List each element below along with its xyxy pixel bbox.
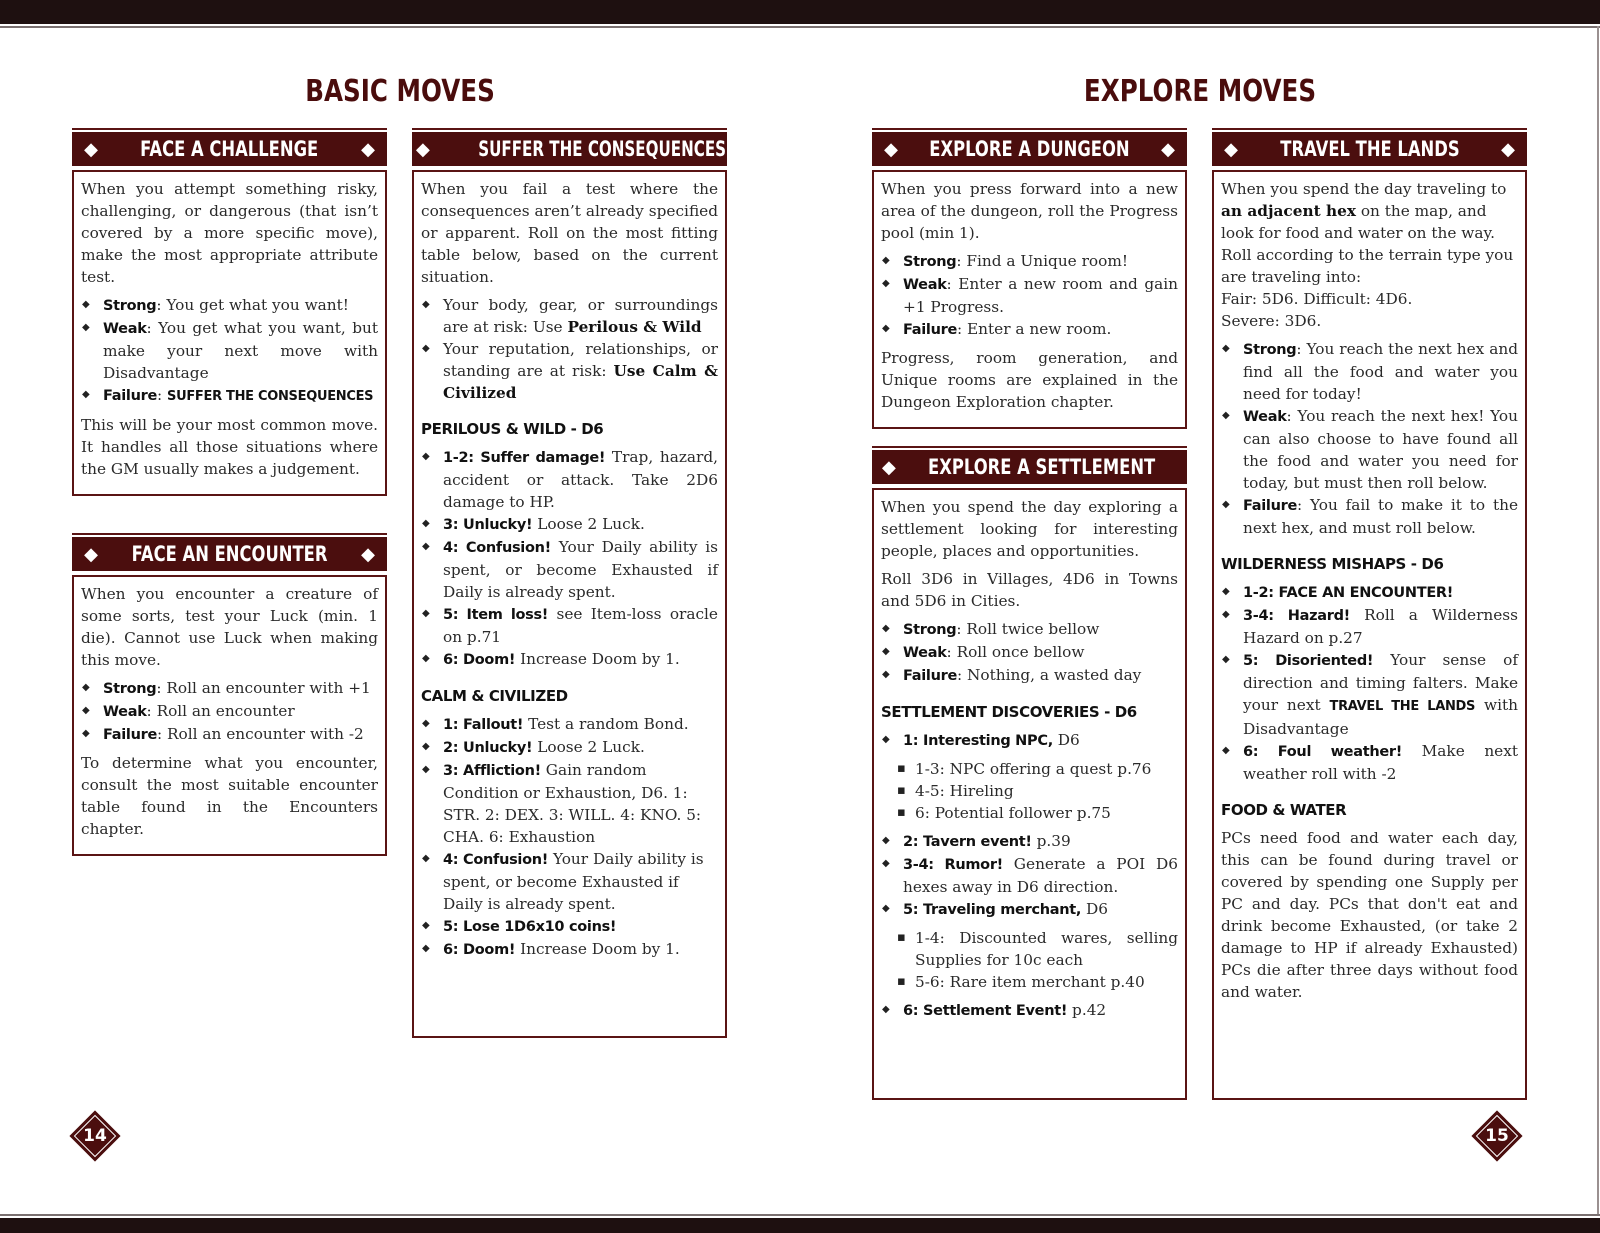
sub-row: ▪ 5-6: Rare item merchant p.40 (881, 971, 1178, 993)
box-body (72, 170, 387, 496)
box-title: FACE AN ENCOUNTER (131, 542, 328, 566)
sub-row: ▪ 1-3: NPC offering a quest p.76 (881, 758, 1178, 780)
outro-text: To determine what you encounter, consult the most suitable encounter table found in the Encounters chapter. (81, 754, 378, 838)
roll-text: Roll 3D6 in Villages, 4D6 in Towns and 5D6 in Cities. (881, 570, 1178, 610)
table-row: ◆ 3: Affliction! Gain random Condition or Exhaustion, D6. 1: STR. 2: DEX. 3: WILL. 4: KNO. 5: CHA. 6: Exhaustion (421, 759, 718, 848)
diamond-icon: ◆ (361, 543, 375, 565)
sub-table-npc (881, 758, 1178, 824)
top-bar (0, 0, 1600, 24)
table-heading-perilous: PERILOUS & WILD - D6 (421, 420, 604, 438)
diamond-icon: ◆ (1187, 456, 1201, 478)
table-row: ◆ 1-2: Suffer damage! Trap, hazard, accident or attack. Take 2D6 damage to HP. (421, 446, 718, 513)
move-reference: TRAVEL THE LANDS (1329, 699, 1476, 714)
move-box-explore-settlement (872, 446, 1201, 1100)
result-failure: ◆ Failure: Roll an encounter with -2 (81, 723, 378, 746)
diamond-icon: ◆ (1501, 138, 1515, 160)
option-perilous: ◆ Your body, gear, or surroundings are at risk: Use Perilous & Wild (421, 294, 718, 338)
diamond-icon: ◆ (416, 138, 430, 160)
diamond-icon: ◆ (884, 138, 898, 160)
result-failure: ◆ Failure: You fail to make it to the next hex, and must roll below. (1221, 494, 1518, 539)
sub-row: ▪ 1-4: Discounted wares, selling Supplies for 10c each (881, 927, 1178, 971)
table-row: ◆ 2: Tavern event! p.39 (881, 830, 1178, 853)
box-body (412, 170, 727, 1038)
result-failure: ◆ Failure: SUFFER THE CONSEQUENCES (81, 384, 378, 408)
result-failure: ◆ Failure: Nothing, a wasted day (881, 664, 1178, 687)
food-water-text: PCs need food and water each day, this can be found during travel or covered by spending one Supply per PC and day. PCs that don't eat and drink become Exhausted, (or take 2 damage to HP if already Exhausted) PCs die after three days without food and water. (1221, 829, 1518, 1001)
table-row: ◆ 1: Interesting NPC, D6 (881, 729, 1178, 752)
table-row: ◆ 5: Lose 1D6x10 coins! (421, 915, 718, 938)
right-rule (1597, 26, 1599, 1216)
page-title-basic-moves: BASIC MOVES (305, 74, 495, 109)
table-heading-mishaps: WILDERNESS MISHAPS - D6 (1221, 555, 1444, 573)
page-number-left: 14 (77, 1118, 113, 1154)
diamond-icon: ◆ (84, 138, 98, 160)
result-strong: ◆ Strong: You get what you want! (81, 294, 378, 317)
terrain-rolls-severe: Severe: 3D6. (1221, 312, 1322, 330)
table-row: ◆ 6: Settlement Event! p.42 (881, 999, 1178, 1022)
box-body (1212, 170, 1527, 1100)
table-row: ◆ 4: Confusion! Your Daily ability is spent, or become Exhausted if Daily is already spent. (421, 536, 718, 603)
diamond-icon: ◆ (1161, 138, 1175, 160)
box-body (72, 575, 387, 856)
result-weak: ◆ Weak: Roll once bellow (881, 641, 1178, 664)
table-row: ◆ 3-4: Rumor! Generate a POI D6 hexes away in D6 direction. (881, 853, 1178, 898)
move-box-suffer-consequences (412, 128, 788, 1038)
option-calm: ◆ Your reputation, relationships, or standing are at risk: Use Calm & Civilized (421, 338, 718, 404)
box-title: SUFFER THE CONSEQUENCES (478, 137, 726, 161)
result-weak: ◆ Weak: You get what you want, but make your next move with Disadvantage (81, 317, 378, 384)
box-title: FACE A CHALLENGE (140, 137, 319, 161)
table-row: ◆ 1-2: FACE AN ENCOUNTER! (1221, 581, 1518, 604)
table-row: ◆ 5: Disoriented! Your sense of direction and timing falters. Make your next TRAVEL THE LANDS with Disadvantage (1221, 649, 1518, 740)
table-row: ◆ 6: Doom! Increase Doom by 1. (421, 938, 718, 961)
table-heading-calm: CALM & CIVILIZED (421, 687, 568, 705)
intro-text: When you fail a test where the consequences aren’t already specified or apparent. Roll on the most fitting table below, based on the current situation. (421, 180, 718, 286)
intro-text: When you spend the day traveling to an adjacent hex on the map, and look for food and water on the way. Roll according to the terrain type you are traveling into: (1221, 180, 1514, 286)
result-weak: ◆ Weak: Enter a new room and gain +1 Progress. (881, 273, 1178, 318)
sub-table-merchant (881, 927, 1178, 993)
table-row: ◆ 6: Doom! Increase Doom by 1. (421, 648, 718, 671)
box-title: EXPLORE A DUNGEON (929, 137, 1130, 161)
outro-text: This will be your most common move. It handles all those situations where the GM usually makes a judgement. (81, 416, 378, 478)
box-header (1212, 128, 1527, 168)
bottom-bar (0, 1218, 1600, 1233)
table-row: ◆ 1: Fallout! Test a random Bond. (421, 713, 718, 736)
result-strong: ◆ Strong: Roll twice bellow (881, 618, 1178, 641)
table-calm (421, 713, 718, 961)
top-rule (0, 26, 1600, 28)
food-water-heading: FOOD & WATER (1221, 801, 1347, 819)
intro-text: When you encounter a creature of some sorts, test your Luck (min. 1 die). Cannot use Luck when making this move. (81, 585, 378, 669)
table-row: ◆ 5: Item loss! see Item-loss oracle on p.71 (421, 603, 718, 648)
move-box-explore-dungeon (872, 128, 1187, 429)
intro-text: When you attempt something risky, challenging, or dangerous (that isn’t covered by a more specific move), make the most appropriate attribute test. (81, 180, 378, 286)
diamond-icon: ◆ (1224, 138, 1238, 160)
move-box-face-encounter (72, 533, 387, 856)
table-row: ◆ 6: Foul weather! Make next weather roll with -2 (1221, 740, 1518, 785)
box-header (872, 128, 1187, 168)
result-strong: ◆ Strong: Roll an encounter with +1 (81, 677, 378, 700)
table-row: ◆ 3: Unlucky! Loose 2 Luck. (421, 513, 718, 536)
sub-row: ▪ 6: Potential follower p.75 (881, 802, 1178, 824)
box-header (412, 128, 788, 168)
box-body (872, 170, 1187, 429)
move-reference: SUFFER THE CONSEQUENCES (167, 389, 374, 404)
box-body (872, 488, 1187, 1100)
diamond-icon: ◆ (361, 138, 375, 160)
result-failure: ◆ Failure: Enter a new room. (881, 318, 1178, 341)
outro-text: Progress, room generation, and Unique rooms are explained in the Dungeon Exploration chapter. (881, 349, 1178, 411)
table-heading-discoveries: SETTLEMENT DISCOVERIES - D6 (881, 703, 1137, 721)
box-header (872, 446, 1201, 486)
result-strong: ◆ Strong: Find a Unique room! (881, 250, 1178, 273)
move-box-face-challenge (72, 128, 387, 496)
result-weak: ◆ Weak: Roll an encounter (81, 700, 378, 723)
table-row: ◆ 5: Traveling merchant, D6 (881, 898, 1178, 921)
diamond-icon: ◆ (774, 138, 788, 160)
box-header (72, 533, 387, 573)
diamond-icon: ◆ (84, 543, 98, 565)
table-row: ◆ 2: Unlucky! Loose 2 Luck. (421, 736, 718, 759)
box-header (72, 128, 387, 168)
move-box-travel-lands (1212, 128, 1527, 1100)
sub-row: ▪ 4-5: Hireling (881, 780, 1178, 802)
table-row: ◆ 4: Confusion! Your Daily ability is spent, or become Exhausted if Daily is already spent. (421, 848, 718, 915)
box-title: EXPLORE A SETTLEMENT (927, 455, 1156, 479)
box-title: TRAVEL THE LANDS (1279, 137, 1460, 161)
result-weak: ◆ Weak: You reach the next hex! You can also choose to have found all the food and water you need for today, but must then roll below. (1221, 405, 1518, 494)
diamond-icon: ◆ (882, 456, 896, 478)
table-discoveries (881, 729, 1178, 752)
intro-text: When you press forward into a new area of the dungeon, roll the Progress pool (min 1). (881, 180, 1178, 242)
intro-text: When you spend the day exploring a settlement looking for interesting people, places and opportunities. (881, 498, 1178, 560)
bottom-rule (0, 1214, 1600, 1216)
result-strong: ◆ Strong: You reach the next hex and find all the food and water you need for today! (1221, 338, 1518, 405)
page-number-right: 15 (1479, 1118, 1515, 1154)
terrain-rolls: Fair: 5D6. Difficult: 4D6. (1221, 290, 1413, 308)
table-perilous (421, 446, 718, 671)
table-row: ◆ 3-4: Hazard! Roll a Wilderness Hazard on p.27 (1221, 604, 1518, 649)
page-title-explore-moves: EXPLORE MOVES (1083, 74, 1317, 109)
table-mishaps (1221, 581, 1518, 785)
